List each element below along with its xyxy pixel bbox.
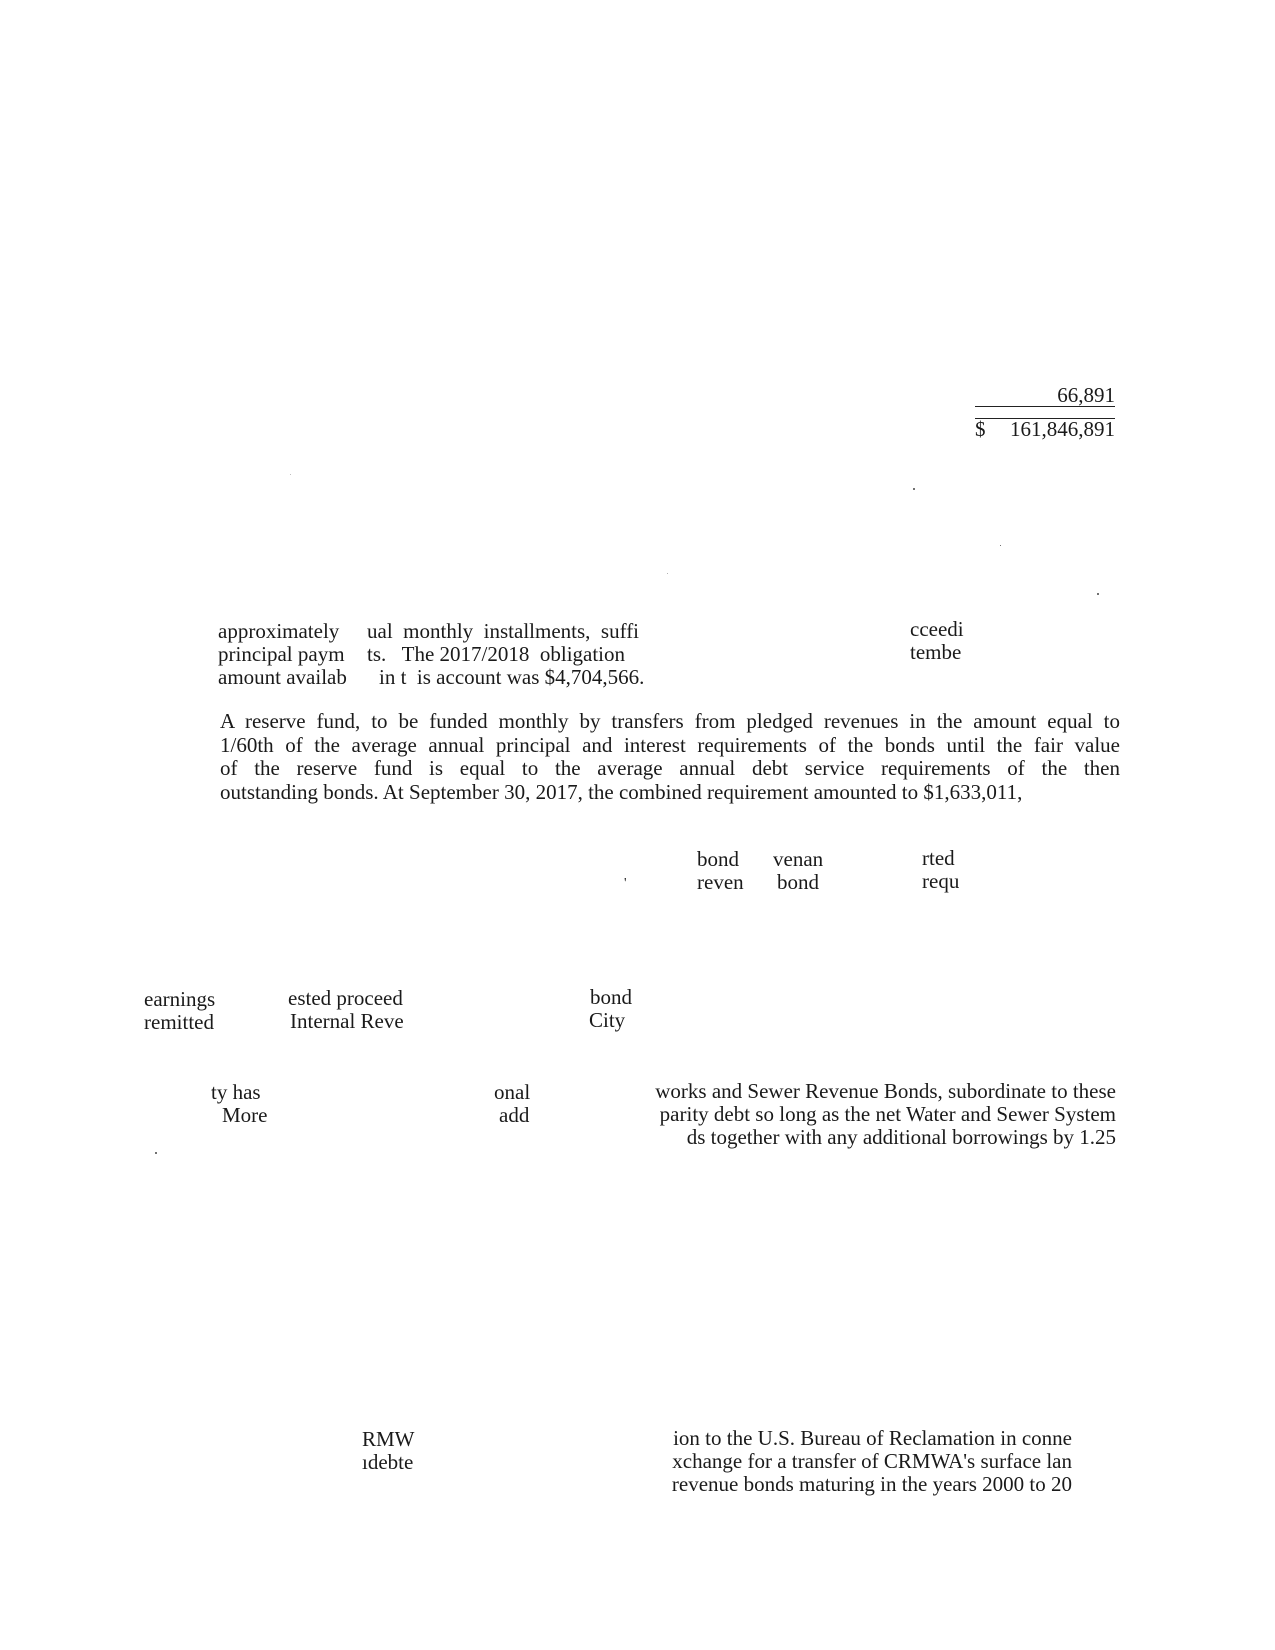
- block3-col-c-line2: City: [589, 1008, 626, 1032]
- block3-col-b-line2: Internal Reve: [290, 1009, 404, 1033]
- block1-col-a-line1: approximately: [218, 619, 340, 643]
- block5-col-a-line1: RMW: [362, 1427, 415, 1451]
- scan-speck: [1000, 545, 1001, 546]
- block2-col-c-line2: requ: [922, 869, 960, 893]
- block3-col-a-line1: earnings: [144, 987, 216, 1011]
- block3-col-b-line1: ested proceed: [288, 986, 403, 1010]
- block4-col-b-line2: add: [499, 1103, 530, 1127]
- block4-col-c-line1: works and Sewer Revenue Bonds, subordinate to these: [655, 1079, 1116, 1103]
- reserve-line-4: outstanding bonds. At September 30, 2017, the combined requirement amounted to $1,633,011,: [220, 779, 1023, 804]
- reserve-line-3: of the reserve fund is equal to the average annual debt service requirements of the then: [220, 756, 1120, 780]
- block5-col-c-line2: xchange for a transfer of CRMWA's surface lan: [672, 1449, 1072, 1473]
- scan-speck: [290, 474, 291, 475]
- reserve-line-2: 1/60th of the average annual principal and interest requirements of the bonds until the fair value: [220, 732, 1120, 757]
- scan-speck: [667, 573, 668, 574]
- block1-col-c-line1: cceedi: [910, 617, 964, 641]
- block1-col-a-line2: principal paym: [218, 642, 345, 666]
- reserve-fund-paragraph: [220, 710, 1120, 804]
- block5-col-a-line2: ıdebte: [362, 1450, 414, 1474]
- block2-mark: ': [624, 876, 627, 891]
- block4-col-a-line2: More: [222, 1103, 268, 1127]
- scan-speck: [1097, 593, 1099, 595]
- block3-col-c-line1: bond: [590, 985, 632, 1009]
- block1-col-c-line2: tembe: [910, 640, 962, 664]
- block2-col-a-line2: reven: [697, 870, 744, 894]
- block2-col-b-line1: venan: [773, 847, 824, 871]
- block2-col-c-line1: rted: [922, 846, 955, 870]
- block4-col-b-line1: onal: [494, 1080, 531, 1104]
- block1-col-a-line3: amount availab: [218, 665, 347, 689]
- currency-symbol: $: [975, 417, 986, 441]
- grand-total-value: 161,846,891: [1010, 417, 1115, 441]
- block1-col-b-line2: ts. The 2017/2018 obligation: [367, 642, 626, 666]
- scan-speck: [155, 1152, 157, 1154]
- block4-col-a-line1: ty has: [211, 1080, 261, 1104]
- scan-speck: [913, 488, 915, 490]
- block2-col-b-line2: bond: [777, 870, 819, 894]
- block1-col-b-line3: in t is account was $4,704,566.: [379, 665, 645, 689]
- block5-col-c-line1: ion to the U.S. Bureau of Reclamation in conne: [673, 1426, 1072, 1450]
- block2-col-a-line1: bond: [697, 847, 739, 871]
- subtotal-amount: 66,891: [975, 384, 1115, 407]
- block4-col-c-line3: ds together with any additional borrowings by 1.25: [686, 1125, 1116, 1149]
- reserve-line-1: A reserve fund, to be funded monthly by transfers from pledged revenues in the amount equal to: [220, 709, 1120, 733]
- block3-col-a-line2: remitted: [144, 1010, 214, 1034]
- block4-col-c-line2: parity debt so long as the net Water and Sewer System: [659, 1102, 1116, 1126]
- grand-total-amount: [975, 417, 1115, 441]
- block1-col-b-line1: ual monthly installments, suffi: [367, 619, 640, 643]
- block5-col-c-line3: revenue bonds maturing in the years 2000 to 20: [671, 1472, 1072, 1496]
